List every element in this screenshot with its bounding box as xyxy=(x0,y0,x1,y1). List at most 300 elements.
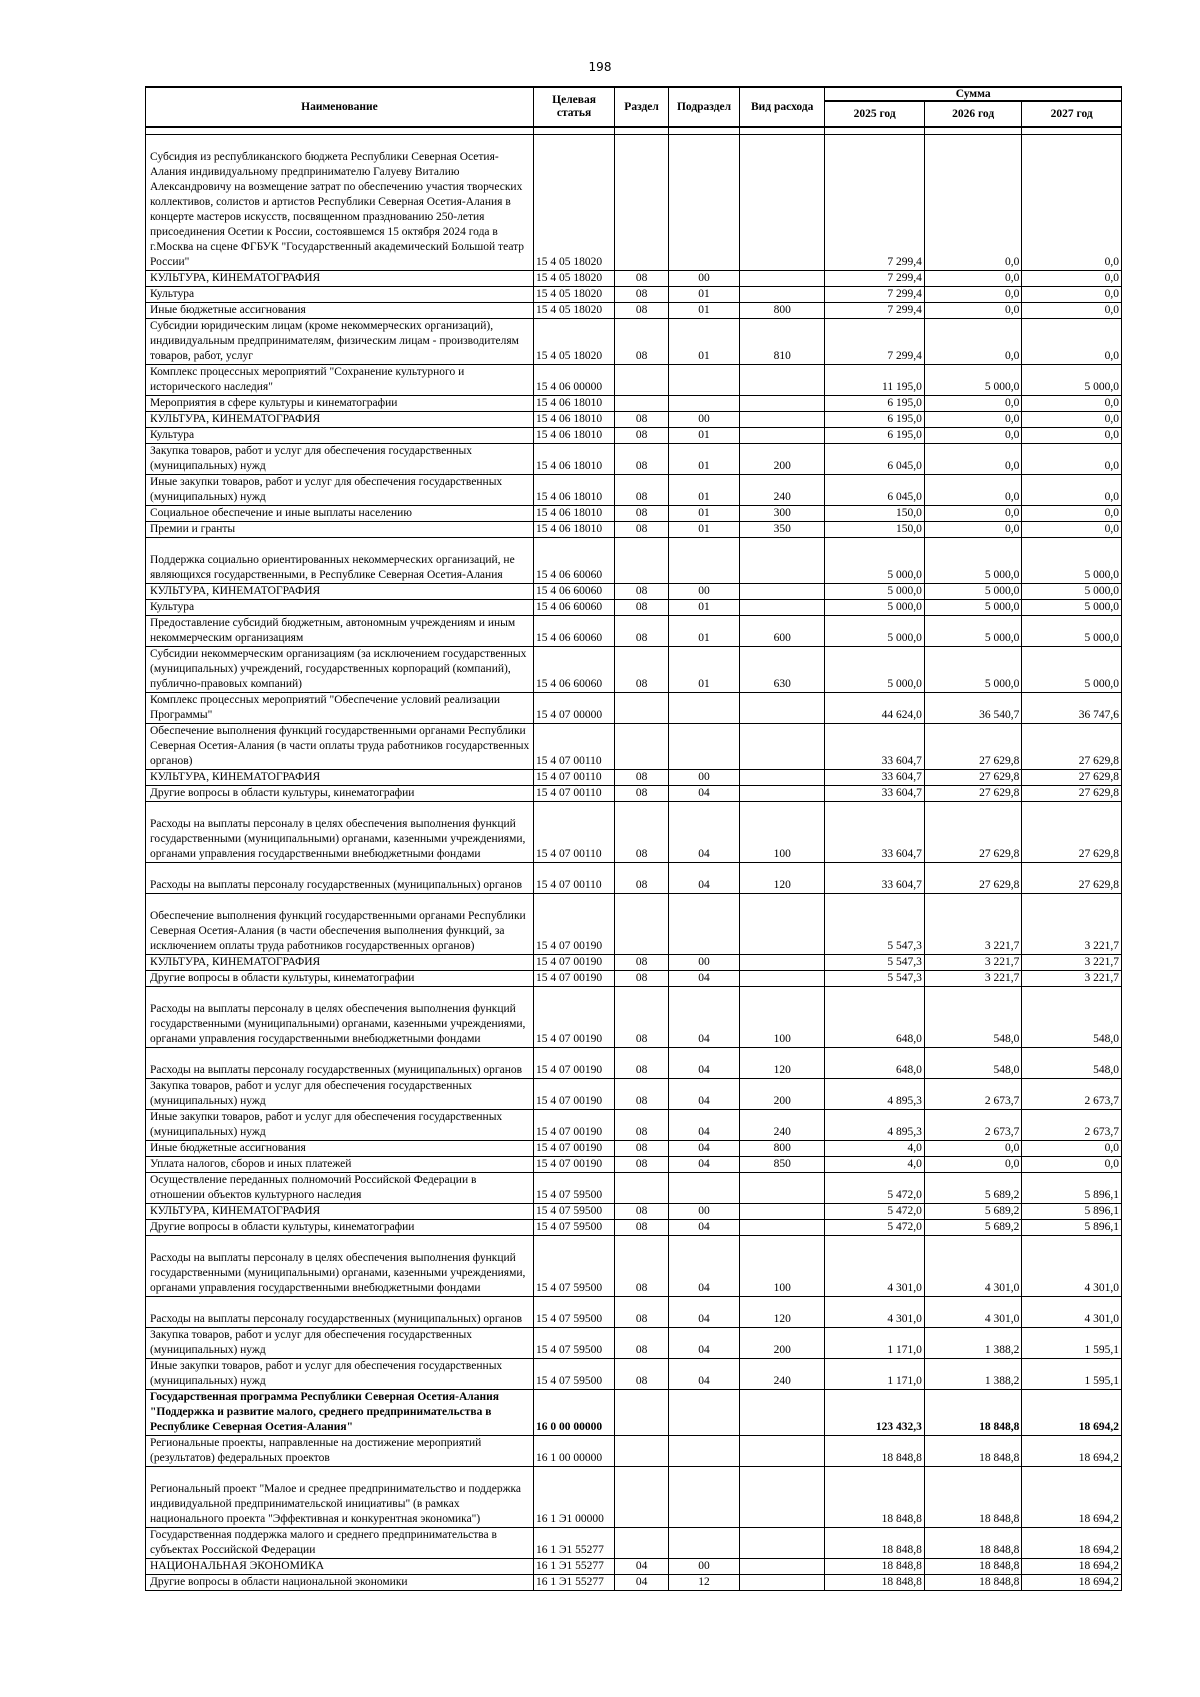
table-row xyxy=(146,894,1122,955)
row-sum-2025: 33 604,7 xyxy=(825,802,925,863)
row-sum-2026: 0,0 xyxy=(924,319,1021,365)
header-year-2026: 2026 год xyxy=(924,101,1021,127)
row-section: 04 xyxy=(615,1559,669,1575)
row-name: Субсидии юридическим лицам (кроме некоммерческих организаций), индивидуальным предпринимателям, физическим лицам - производителям товаров, работ, услуг xyxy=(146,319,534,365)
row-section: 08 xyxy=(615,786,669,802)
row-sum-2026: 5 000,0 xyxy=(924,616,1021,647)
row-sum-2025: 6 195,0 xyxy=(825,428,925,444)
row-sum-2025: 18 848,8 xyxy=(825,1528,925,1559)
row-section: 08 xyxy=(615,444,669,475)
row-target-article: 15 4 07 00190 xyxy=(533,1157,614,1173)
row-target-article: 16 1 00 00000 xyxy=(533,1436,614,1467)
row-target-article: 15 4 06 18010 xyxy=(533,475,614,506)
table-row xyxy=(146,135,1122,271)
row-sum-2025: 6 195,0 xyxy=(825,412,925,428)
row-target-article: 15 4 07 00110 xyxy=(533,786,614,802)
row-expense-type xyxy=(740,1575,825,1591)
table-header xyxy=(146,87,1122,127)
row-subsection xyxy=(668,1528,739,1559)
row-section: 08 xyxy=(615,1204,669,1220)
row-sum-2026: 4 301,0 xyxy=(924,1236,1021,1297)
row-target-article: 15 4 06 18010 xyxy=(533,444,614,475)
table-row xyxy=(146,987,1122,1048)
row-expense-type xyxy=(740,135,825,271)
row-name: Субсидии некоммерческим организациям (за исключением государственных (муниципальных) учреждений, государственных корпораций (компаний), публично-правовых компаний) xyxy=(146,647,534,693)
table-row xyxy=(146,1575,1122,1591)
row-section xyxy=(615,693,669,724)
table-row xyxy=(146,1141,1122,1157)
row-sum-2027: 4 301,0 xyxy=(1022,1236,1122,1297)
row-sum-2025: 5 000,0 xyxy=(825,647,925,693)
row-subsection: 01 xyxy=(668,647,739,693)
row-sum-2026: 18 848,8 xyxy=(924,1528,1021,1559)
header-sum: Сумма xyxy=(825,87,1122,101)
row-subsection xyxy=(668,724,739,770)
row-name: Осуществление переданных полномочий Российской Федерации в отношении объектов культурного наследия xyxy=(146,1173,534,1204)
row-target-article: 16 1 Э1 00000 xyxy=(533,1467,614,1528)
row-sum-2025: 5 000,0 xyxy=(825,584,925,600)
row-sum-2027: 27 629,8 xyxy=(1022,724,1122,770)
row-sum-2027: 1 595,1 xyxy=(1022,1359,1122,1390)
row-sum-2025: 5 000,0 xyxy=(825,600,925,616)
table-row xyxy=(146,863,1122,894)
row-sum-2027: 18 694,2 xyxy=(1022,1528,1122,1559)
row-name: Иные закупки товаров, работ и услуг для обеспечения государственных (муниципальных) нужд xyxy=(146,1359,534,1390)
table-row xyxy=(146,600,1122,616)
row-name: Закупка товаров, работ и услуг для обеспечения государственных (муниципальных) нужд xyxy=(146,444,534,475)
row-subsection: 01 xyxy=(668,428,739,444)
row-sum-2025: 18 848,8 xyxy=(825,1559,925,1575)
row-name: Расходы на выплаты персоналу государственных (муниципальных) органов xyxy=(146,1048,534,1079)
row-section: 08 xyxy=(615,647,669,693)
row-name: Иные бюджетные ассигнования xyxy=(146,1141,534,1157)
row-sum-2027: 0,0 xyxy=(1022,522,1122,538)
row-name: Премии и гранты xyxy=(146,522,534,538)
row-section: 04 xyxy=(615,1575,669,1591)
row-sum-2025: 6 045,0 xyxy=(825,444,925,475)
row-sum-2027: 3 221,7 xyxy=(1022,894,1122,955)
row-sum-2025: 7 299,4 xyxy=(825,271,925,287)
row-target-article: 15 4 06 60060 xyxy=(533,584,614,600)
row-expense-type xyxy=(740,584,825,600)
row-expense-type: 800 xyxy=(740,303,825,319)
row-section xyxy=(615,1436,669,1467)
row-name: Обеспечение выполнения функций государственными органами Республики Северная Осетия-Алания (в части оплаты труда работников государственных органов) xyxy=(146,724,534,770)
table-row xyxy=(146,971,1122,987)
row-target-article: 15 4 07 00190 xyxy=(533,1141,614,1157)
row-sum-2027: 0,0 xyxy=(1022,444,1122,475)
row-expense-type xyxy=(740,428,825,444)
row-name: Закупка товаров, работ и услуг для обеспечения государственных (муниципальных) нужд xyxy=(146,1079,534,1110)
row-expense-type xyxy=(740,1467,825,1528)
row-section: 08 xyxy=(615,303,669,319)
row-name: НАЦИОНАЛЬНАЯ ЭКОНОМИКА xyxy=(146,1559,534,1575)
row-subsection: 04 xyxy=(668,971,739,987)
row-sum-2027: 27 629,8 xyxy=(1022,863,1122,894)
row-sum-2027: 5 896,1 xyxy=(1022,1220,1122,1236)
row-target-article: 16 0 00 00000 xyxy=(533,1390,614,1436)
row-name: Поддержка социально ориентированных некоммерческих организаций, не являющихся государственными, в Республике Северная Осетия-Алания xyxy=(146,538,534,584)
row-section: 08 xyxy=(615,1220,669,1236)
row-sum-2025: 1 171,0 xyxy=(825,1328,925,1359)
row-sum-2025: 5 000,0 xyxy=(825,616,925,647)
table-row xyxy=(146,802,1122,863)
row-expense-type xyxy=(740,287,825,303)
row-name: Другие вопросы в области культуры, кинематографии xyxy=(146,1220,534,1236)
row-section: 08 xyxy=(615,1079,669,1110)
row-target-article: 15 4 07 00110 xyxy=(533,863,614,894)
row-sum-2027: 5 896,1 xyxy=(1022,1204,1122,1220)
table-row xyxy=(146,693,1122,724)
row-section: 08 xyxy=(615,1141,669,1157)
row-subsection xyxy=(668,894,739,955)
row-sum-2026: 18 848,8 xyxy=(924,1436,1021,1467)
row-subsection: 01 xyxy=(668,475,739,506)
row-expense-type: 800 xyxy=(740,1141,825,1157)
page-number: 198 xyxy=(588,60,612,74)
row-section xyxy=(615,396,669,412)
table-row xyxy=(146,1297,1122,1328)
row-subsection: 04 xyxy=(668,1328,739,1359)
row-target-article: 15 4 07 59500 xyxy=(533,1204,614,1220)
table-row xyxy=(146,1359,1122,1390)
row-expense-type: 600 xyxy=(740,616,825,647)
row-sum-2025: 150,0 xyxy=(825,522,925,538)
row-section: 08 xyxy=(615,987,669,1048)
row-subsection xyxy=(668,538,739,584)
row-section: 08 xyxy=(615,1110,669,1141)
row-name: Расходы на выплаты персоналу государственных (муниципальных) органов xyxy=(146,1297,534,1328)
row-name: КУЛЬТУРА, КИНЕМАТОГРАФИЯ xyxy=(146,412,534,428)
row-sum-2025: 1 171,0 xyxy=(825,1359,925,1390)
row-sum-2027: 0,0 xyxy=(1022,396,1122,412)
row-sum-2026: 5 689,2 xyxy=(924,1204,1021,1220)
row-expense-type xyxy=(740,894,825,955)
row-sum-2026: 27 629,8 xyxy=(924,770,1021,786)
row-subsection: 04 xyxy=(668,802,739,863)
row-target-article: 15 4 05 18020 xyxy=(533,287,614,303)
row-expense-type: 300 xyxy=(740,506,825,522)
row-sum-2025: 18 848,8 xyxy=(825,1575,925,1591)
row-section: 08 xyxy=(615,475,669,506)
row-sum-2027: 27 629,8 xyxy=(1022,770,1122,786)
row-sum-2027: 0,0 xyxy=(1022,319,1122,365)
row-sum-2026: 2 673,7 xyxy=(924,1079,1021,1110)
row-sum-2026: 5 689,2 xyxy=(924,1173,1021,1204)
table-row xyxy=(146,1173,1122,1204)
table-row xyxy=(146,412,1122,428)
row-expense-type xyxy=(740,724,825,770)
row-expense-type xyxy=(740,971,825,987)
row-sum-2026: 18 848,8 xyxy=(924,1467,1021,1528)
row-sum-2026: 27 629,8 xyxy=(924,802,1021,863)
row-sum-2026: 0,0 xyxy=(924,475,1021,506)
row-sum-2025: 5 547,3 xyxy=(825,971,925,987)
row-section: 08 xyxy=(615,428,669,444)
row-target-article: 15 4 06 18010 xyxy=(533,396,614,412)
row-target-article: 15 4 05 18020 xyxy=(533,135,614,271)
row-section xyxy=(615,894,669,955)
table-row xyxy=(146,506,1122,522)
row-section: 08 xyxy=(615,319,669,365)
row-sum-2027: 5 896,1 xyxy=(1022,1173,1122,1204)
row-sum-2025: 7 299,4 xyxy=(825,319,925,365)
row-subsection: 04 xyxy=(668,1079,739,1110)
row-sum-2027: 4 301,0 xyxy=(1022,1297,1122,1328)
row-sum-2027: 0,0 xyxy=(1022,135,1122,271)
table-row xyxy=(146,770,1122,786)
row-expense-type xyxy=(740,1173,825,1204)
table-row xyxy=(146,271,1122,287)
row-target-article: 15 4 07 00110 xyxy=(533,770,614,786)
row-sum-2027: 18 694,2 xyxy=(1022,1559,1122,1575)
row-target-article: 15 4 06 18010 xyxy=(533,428,614,444)
header-year-2027: 2027 год xyxy=(1022,101,1122,127)
table-row xyxy=(146,1110,1122,1141)
row-sum-2027: 2 673,7 xyxy=(1022,1110,1122,1141)
row-sum-2027: 5 000,0 xyxy=(1022,616,1122,647)
row-section: 08 xyxy=(615,863,669,894)
row-expense-type xyxy=(740,538,825,584)
row-target-article: 15 4 06 18010 xyxy=(533,412,614,428)
row-expense-type: 630 xyxy=(740,647,825,693)
row-section: 08 xyxy=(615,616,669,647)
row-expense-type xyxy=(740,1220,825,1236)
row-sum-2026: 0,0 xyxy=(924,506,1021,522)
table-row xyxy=(146,955,1122,971)
row-subsection: 04 xyxy=(668,1359,739,1390)
table-row xyxy=(146,786,1122,802)
row-section: 08 xyxy=(615,506,669,522)
row-sum-2025: 33 604,7 xyxy=(825,863,925,894)
row-subsection xyxy=(668,1390,739,1436)
row-sum-2027: 36 747,6 xyxy=(1022,693,1122,724)
table-row xyxy=(146,1220,1122,1236)
row-target-article: 15 4 07 00190 xyxy=(533,971,614,987)
table-row xyxy=(146,647,1122,693)
row-target-article: 15 4 07 00000 xyxy=(533,693,614,724)
table-row xyxy=(146,365,1122,396)
row-sum-2025: 5 547,3 xyxy=(825,894,925,955)
row-target-article: 15 4 07 59500 xyxy=(533,1297,614,1328)
row-sum-2026: 0,0 xyxy=(924,303,1021,319)
row-subsection xyxy=(668,1436,739,1467)
row-expense-type xyxy=(740,365,825,396)
row-expense-type: 120 xyxy=(740,863,825,894)
row-sum-2027: 18 694,2 xyxy=(1022,1390,1122,1436)
row-sum-2027: 0,0 xyxy=(1022,475,1122,506)
row-section: 08 xyxy=(615,1359,669,1390)
row-expense-type: 200 xyxy=(740,1079,825,1110)
row-sum-2025: 6 195,0 xyxy=(825,396,925,412)
row-section xyxy=(615,724,669,770)
row-sum-2025: 5 547,3 xyxy=(825,955,925,971)
row-section: 08 xyxy=(615,955,669,971)
row-sum-2026: 27 629,8 xyxy=(924,863,1021,894)
row-subsection xyxy=(668,135,739,271)
row-name: Другие вопросы в области культуры, кинематографии xyxy=(146,786,534,802)
row-sum-2025: 6 045,0 xyxy=(825,475,925,506)
row-sum-2027: 5 000,0 xyxy=(1022,365,1122,396)
table-row xyxy=(146,1048,1122,1079)
row-sum-2027: 18 694,2 xyxy=(1022,1467,1122,1528)
table-row xyxy=(146,319,1122,365)
table-row xyxy=(146,1528,1122,1559)
row-subsection xyxy=(668,1467,739,1528)
row-expense-type: 100 xyxy=(740,1236,825,1297)
row-sum-2026: 5 000,0 xyxy=(924,600,1021,616)
row-sum-2027: 0,0 xyxy=(1022,412,1122,428)
row-sum-2026: 0,0 xyxy=(924,287,1021,303)
row-target-article: 15 4 07 59500 xyxy=(533,1328,614,1359)
row-sum-2026: 548,0 xyxy=(924,987,1021,1048)
row-target-article: 15 4 05 18020 xyxy=(533,271,614,287)
row-subsection: 04 xyxy=(668,1220,739,1236)
row-subsection: 01 xyxy=(668,303,739,319)
row-subsection: 04 xyxy=(668,1110,739,1141)
row-sum-2025: 4 895,3 xyxy=(825,1079,925,1110)
row-sum-2025: 5 472,0 xyxy=(825,1204,925,1220)
row-name: Расходы на выплаты персоналу в целях обеспечения выполнения функций государственными (муниципальными) органами, казенными учреждениями, органами управления государственными внебюджетными фондами xyxy=(146,1236,534,1297)
row-expense-type: 100 xyxy=(740,987,825,1048)
row-section: 08 xyxy=(615,770,669,786)
row-name: Государственная поддержка малого и среднего предпринимательства в субъектах Российской Федерации xyxy=(146,1528,534,1559)
header-target-article: Целевая статья xyxy=(533,87,614,127)
row-expense-type: 240 xyxy=(740,475,825,506)
row-target-article: 15 4 07 00190 xyxy=(533,1079,614,1110)
row-target-article: 15 4 05 18020 xyxy=(533,303,614,319)
row-section: 08 xyxy=(615,1236,669,1297)
row-name: Другие вопросы в области культуры, кинематографии xyxy=(146,971,534,987)
row-subsection: 00 xyxy=(668,1559,739,1575)
row-sum-2026: 0,0 xyxy=(924,396,1021,412)
row-sum-2026: 27 629,8 xyxy=(924,786,1021,802)
row-name: КУЛЬТУРА, КИНЕМАТОГРАФИЯ xyxy=(146,955,534,971)
row-target-article: 15 4 07 00190 xyxy=(533,1110,614,1141)
row-subsection: 00 xyxy=(668,584,739,600)
row-expense-type xyxy=(740,1204,825,1220)
row-sum-2027: 0,0 xyxy=(1022,287,1122,303)
row-name: Культура xyxy=(146,600,534,616)
row-target-article: 16 1 Э1 55277 xyxy=(533,1528,614,1559)
row-sum-2025: 4 301,0 xyxy=(825,1236,925,1297)
row-target-article: 15 4 06 18010 xyxy=(533,522,614,538)
row-name: Региональные проекты, направленные на достижение мероприятий (результатов) федеральных проектов xyxy=(146,1436,534,1467)
row-name: КУЛЬТУРА, КИНЕМАТОГРАФИЯ xyxy=(146,770,534,786)
row-section xyxy=(615,1390,669,1436)
row-name: Иные закупки товаров, работ и услуг для обеспечения государственных (муниципальных) нужд xyxy=(146,475,534,506)
row-sum-2025: 4 895,3 xyxy=(825,1110,925,1141)
row-sum-2025: 4,0 xyxy=(825,1141,925,1157)
row-sum-2025: 33 604,7 xyxy=(825,770,925,786)
row-name: Государственная программа Республики Северная Осетия-Алания "Поддержка и развитие малого, среднего предпринимательства в Республике Северная Осетия-Алания" xyxy=(146,1390,534,1436)
row-expense-type: 100 xyxy=(740,802,825,863)
row-target-article: 15 4 06 60060 xyxy=(533,600,614,616)
row-section: 08 xyxy=(615,971,669,987)
row-sum-2026: 0,0 xyxy=(924,522,1021,538)
row-expense-type xyxy=(740,786,825,802)
row-expense-type xyxy=(740,271,825,287)
row-sum-2026: 5 000,0 xyxy=(924,365,1021,396)
table-row xyxy=(146,303,1122,319)
row-name: Уплата налогов, сборов и иных платежей xyxy=(146,1157,534,1173)
row-sum-2027: 0,0 xyxy=(1022,271,1122,287)
row-subsection xyxy=(668,396,739,412)
row-sum-2025: 7 299,4 xyxy=(825,303,925,319)
row-sum-2025: 7 299,4 xyxy=(825,135,925,271)
row-section: 08 xyxy=(615,287,669,303)
table-row xyxy=(146,444,1122,475)
row-section: 08 xyxy=(615,1048,669,1079)
row-sum-2026: 2 673,7 xyxy=(924,1110,1021,1141)
row-subsection: 01 xyxy=(668,522,739,538)
row-sum-2027: 548,0 xyxy=(1022,1048,1122,1079)
row-name: Расходы на выплаты персоналу в целях обеспечения выполнения функций государственными (муниципальными) органами, казенными учреждениями, органами управления государственными внебюджетными фондами xyxy=(146,987,534,1048)
row-name: Расходы на выплаты персоналу в целях обеспечения выполнения функций государственными (муниципальными) органами, казенными учреждениями, органами управления государственными внебюджетными фондами xyxy=(146,802,534,863)
table-row xyxy=(146,724,1122,770)
row-subsection: 04 xyxy=(668,786,739,802)
row-subsection: 04 xyxy=(668,987,739,1048)
row-expense-type xyxy=(740,1436,825,1467)
row-subsection xyxy=(668,693,739,724)
row-section: 08 xyxy=(615,1157,669,1173)
row-name: Другие вопросы в области национальной экономики xyxy=(146,1575,534,1591)
row-section: 08 xyxy=(615,1328,669,1359)
row-sum-2027: 0,0 xyxy=(1022,506,1122,522)
row-subsection: 00 xyxy=(668,412,739,428)
row-subsection: 04 xyxy=(668,1048,739,1079)
row-sum-2026: 0,0 xyxy=(924,1157,1021,1173)
row-section xyxy=(615,1173,669,1204)
row-expense-type: 350 xyxy=(740,522,825,538)
row-target-article: 15 4 06 18010 xyxy=(533,506,614,522)
row-section: 08 xyxy=(615,1297,669,1328)
row-sum-2027: 3 221,7 xyxy=(1022,971,1122,987)
row-sum-2027: 0,0 xyxy=(1022,1141,1122,1157)
row-subsection: 01 xyxy=(668,319,739,365)
row-name: Закупка товаров, работ и услуг для обеспечения государственных (муниципальных) нужд xyxy=(146,1328,534,1359)
row-name: КУЛЬТУРА, КИНЕМАТОГРАФИЯ xyxy=(146,1204,534,1220)
row-name: Иные бюджетные ассигнования xyxy=(146,303,534,319)
row-sum-2025: 33 604,7 xyxy=(825,786,925,802)
table-row xyxy=(146,287,1122,303)
row-target-article: 16 1 Э1 55277 xyxy=(533,1559,614,1575)
row-target-article: 15 4 07 00110 xyxy=(533,724,614,770)
row-expense-type: 200 xyxy=(740,444,825,475)
row-expense-type xyxy=(740,693,825,724)
row-target-article: 15 4 06 00000 xyxy=(533,365,614,396)
row-sum-2027: 0,0 xyxy=(1022,428,1122,444)
row-sum-2026: 18 848,8 xyxy=(924,1559,1021,1575)
row-subsection xyxy=(668,1173,739,1204)
row-expense-type xyxy=(740,1528,825,1559)
row-target-article: 15 4 07 00190 xyxy=(533,987,614,1048)
row-sum-2026: 5 000,0 xyxy=(924,584,1021,600)
row-target-article: 15 4 07 00110 xyxy=(533,802,614,863)
header-section: Раздел xyxy=(615,87,669,127)
row-sum-2026: 0,0 xyxy=(924,271,1021,287)
row-name: Региональный проект "Малое и среднее предпринимательство и поддержка индивидуальной предпринимательской инициативы" (в рамках национального проекта "Эффективная и конкурентная экономика") xyxy=(146,1467,534,1528)
row-sum-2026: 5 689,2 xyxy=(924,1220,1021,1236)
row-target-article: 15 4 07 00190 xyxy=(533,1048,614,1079)
row-sum-2025: 4,0 xyxy=(825,1157,925,1173)
table-row xyxy=(146,1157,1122,1173)
row-sum-2025: 18 848,8 xyxy=(825,1436,925,1467)
row-name: Иные закупки товаров, работ и услуг для обеспечения государственных (муниципальных) нужд xyxy=(146,1110,534,1141)
table-row xyxy=(146,475,1122,506)
row-expense-type: 240 xyxy=(740,1359,825,1390)
row-sum-2026: 5 000,0 xyxy=(924,538,1021,584)
